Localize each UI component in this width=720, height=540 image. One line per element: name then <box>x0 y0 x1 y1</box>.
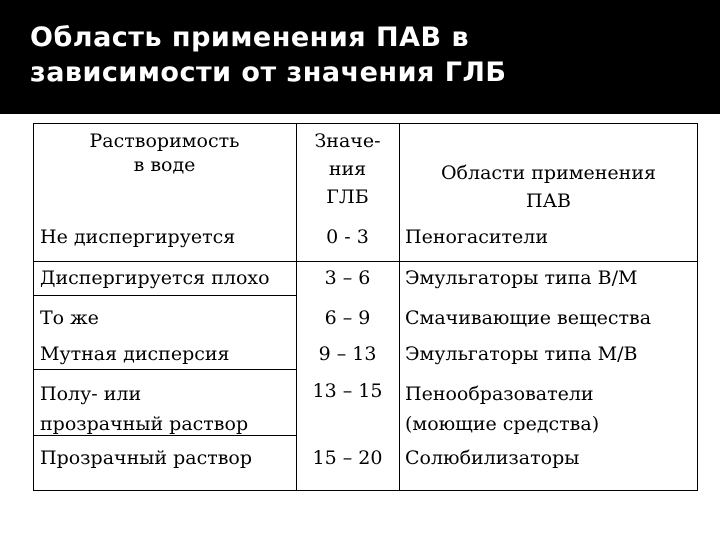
row1-hlb: 0 - 3 <box>326 226 369 248</box>
row-divider-3 <box>33 369 296 370</box>
row2-application: Эмульгаторы типа В/М <box>405 267 638 289</box>
row4-hlb: 9 – 13 <box>318 343 377 365</box>
row-divider-2 <box>33 295 296 296</box>
row6-solubility: Прозрачный раствор <box>40 447 253 469</box>
row3-application: Смачивающие вещества <box>405 307 652 329</box>
row2-hlb: 3 – 6 <box>324 267 371 289</box>
row-divider-1 <box>33 261 698 262</box>
row2-solubility: Диспергируется плохо <box>40 267 270 289</box>
slide-title-line-2: зависимости от значения ГЛБ <box>30 57 507 88</box>
row6-hlb: 15 – 20 <box>312 447 383 469</box>
row1-application: Пеногасители <box>405 226 548 248</box>
row3-solubility: То же <box>40 307 99 329</box>
row4-application: Эмульгаторы типа М/В <box>405 343 638 365</box>
slide-title <box>30 20 690 90</box>
header-hlb: Значе- ния ГЛБ <box>314 130 381 208</box>
row5-hlb: 13 – 15 <box>312 380 383 402</box>
slide-title-line-1: Область применения ПАВ в <box>30 22 470 53</box>
row1-solubility: Не диспергируется <box>40 226 236 248</box>
hlb-table <box>33 123 698 491</box>
row4-solubility: Мутная дисперсия <box>40 343 230 365</box>
row5-application: Пенообразователи (моющие средства) <box>405 383 600 435</box>
title-bar <box>0 0 720 114</box>
header-application: Области применения ПАВ <box>440 162 656 212</box>
header-solubility: Растворимость в воде <box>89 130 240 176</box>
row3-hlb: 6 – 9 <box>324 307 371 329</box>
row6-application: Солюбилизаторы <box>405 447 580 469</box>
row5-solubility: Полу- или прозрачный раствор <box>40 383 249 435</box>
